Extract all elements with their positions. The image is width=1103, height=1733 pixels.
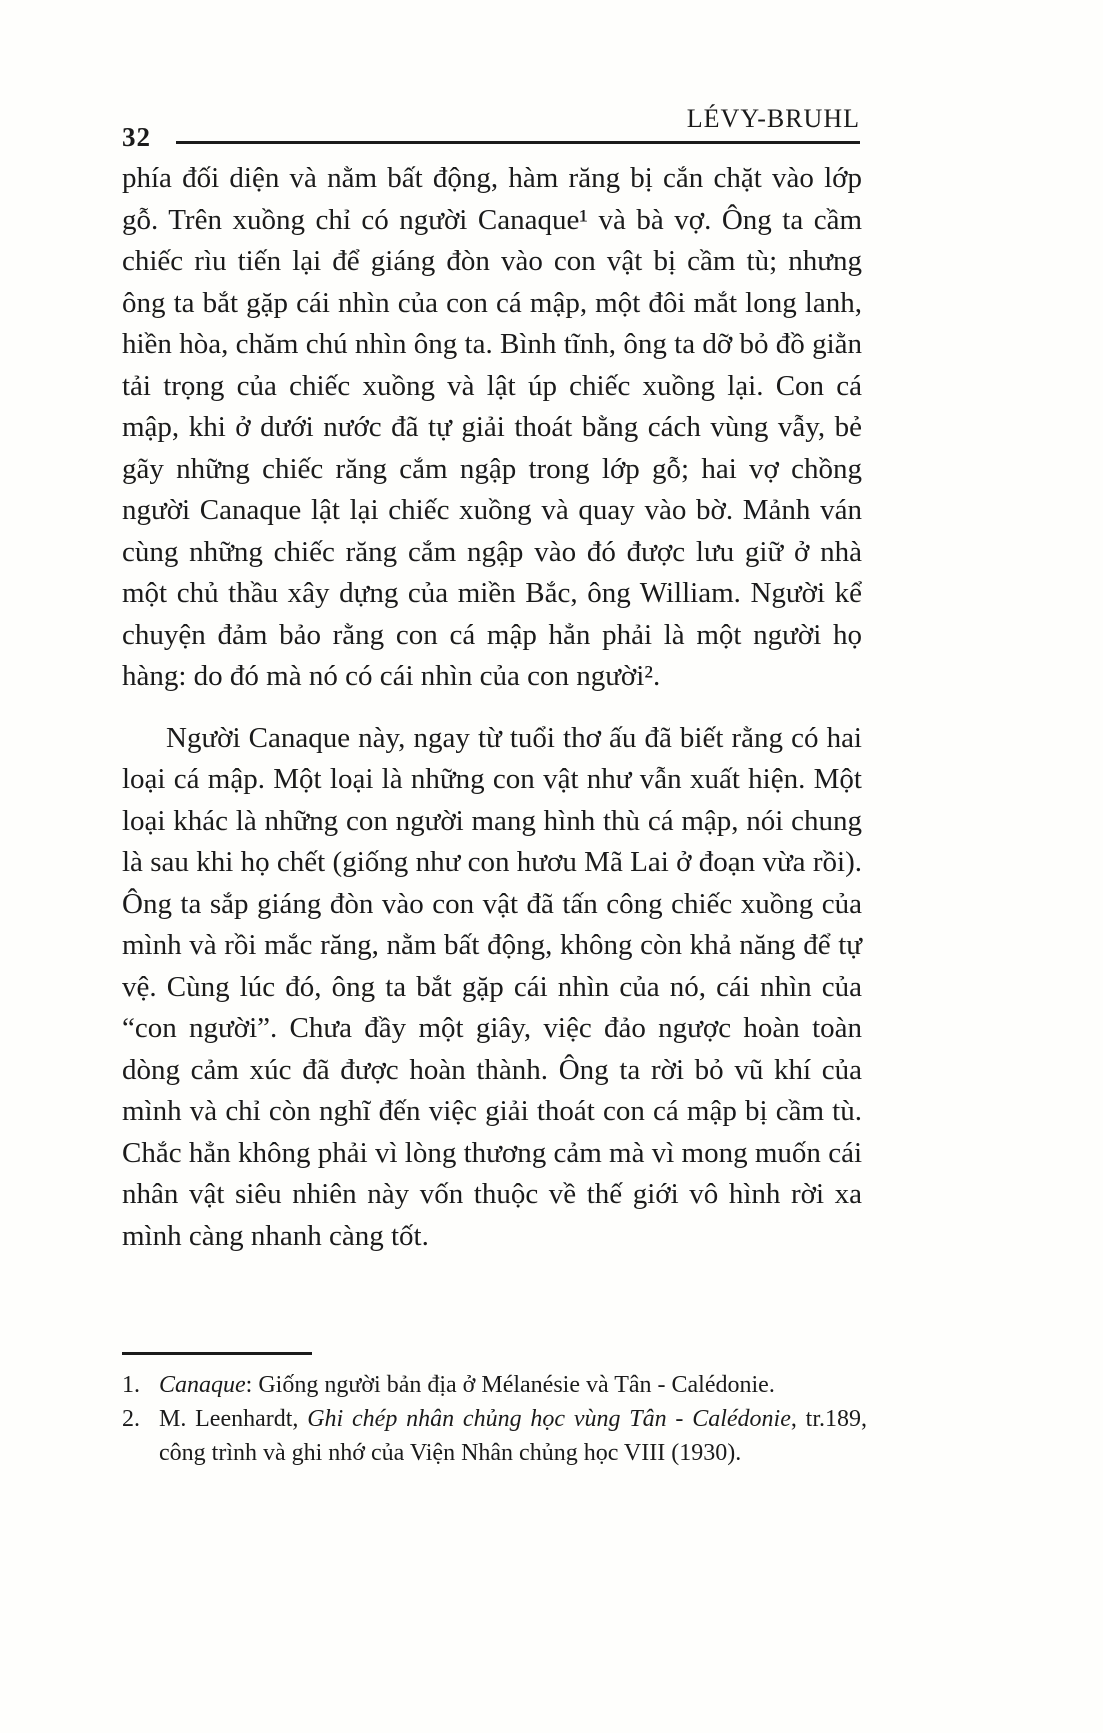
- footnote-text-pre: M. Leenhardt,: [159, 1406, 308, 1432]
- footnote-text: [159, 1368, 867, 1402]
- footnotes: [122, 1368, 867, 1470]
- page-number: 32: [122, 122, 151, 152]
- body-text: [122, 158, 862, 1257]
- header-rule: [176, 141, 860, 144]
- paragraph: Người Canaque này, ngay từ tuổi thơ ấu đã biết rằng có hai loại cá mập. Một loại là những con vật như vẫn xuất hiện. Một loại khác là những con người mang hình thù cá mập, nói chung là sau khi họ chết (giống như con hươu Mã Lai ở đoạn vừa rồi). Ông ta sắp giáng đòn vào con vật đã tấn công chiếc xuồng của mình và rồi mắc răng, nằm bất động, không còn khả năng để tự vệ. Cùng lúc đó, ông ta bắt gặp cái nhìn của nó, cái nhìn của “con người”. Chưa đầy một giây, việc đảo ngược hoàn toàn dòng cảm xúc đã được hoàn thành. Ông ta rời bỏ vũ khí của mình và chỉ còn nghĩ đến việc giải thoát con cá mập bị cầm tù. Chắc hẳn không phải vì lòng thương cảm mà vì mong muốn cái nhân vật siêu nhiên này vốn thuộc về thế giới vô hình rời xa mình càng nhanh càng tốt.: [122, 721, 862, 1252]
- footnote-rule: [122, 1352, 312, 1355]
- running-header: LÉVY-BRUHL: [686, 104, 860, 133]
- footnote-item: [122, 1368, 867, 1402]
- footnote-text-rest: : Giống người bản địa ở Mélanésie và Tân - Calédonie.: [245, 1372, 775, 1398]
- footnote-item: [122, 1402, 867, 1470]
- footnote-text-italic: Canaque: [159, 1372, 246, 1398]
- footnote-text: [159, 1402, 867, 1470]
- footnote-number: 1.: [122, 1372, 140, 1398]
- footnote-number: 2.: [122, 1406, 140, 1432]
- paragraph: phía đối diện và nằm bất động, hàm răng bị cắn chặt vào lớp gỗ. Trên xuồng chỉ có người Canaque¹ và bà vợ. Ông ta cầm chiếc rìu tiến lại để giáng đòn vào con vật bị cầm tù; nhưng ông ta bắt gặp cái nhìn của con cá mập, một đôi mắt long lanh, hiền hòa, chăm chú nhìn ông ta. Bình tĩnh, ông ta dỡ bỏ đồ giằn tải trọng của chiếc xuồng và lật úp chiếc xuồng lại. Con cá mập, khi ở dưới nước đã tự giải thoát bằng cách vùng vẫy, bẻ gãy những chiếc răng cắm ngập trong lớp gỗ; hai vợ chồng người Canaque lật lại chiếc xuồng và quay vào bờ. Mảnh ván cùng những chiếc răng cắm ngập vào đó được lưu giữ ở nhà một chủ thầu xây dựng của miền Bắc, ông William. Người kể chuyện đảm bảo rằng con cá mập hẳn phải là một người họ hàng: do đó mà nó có cái nhìn của con người².: [122, 162, 862, 692]
- footnote-text-italic: Ghi chép nhân chủng học vùng Tân - Calédonie: [307, 1406, 791, 1432]
- footnote-text-rest: , tr.189, công trình và ghi nhớ của Viện Nhân chủng học VIII (1930).: [159, 1406, 867, 1466]
